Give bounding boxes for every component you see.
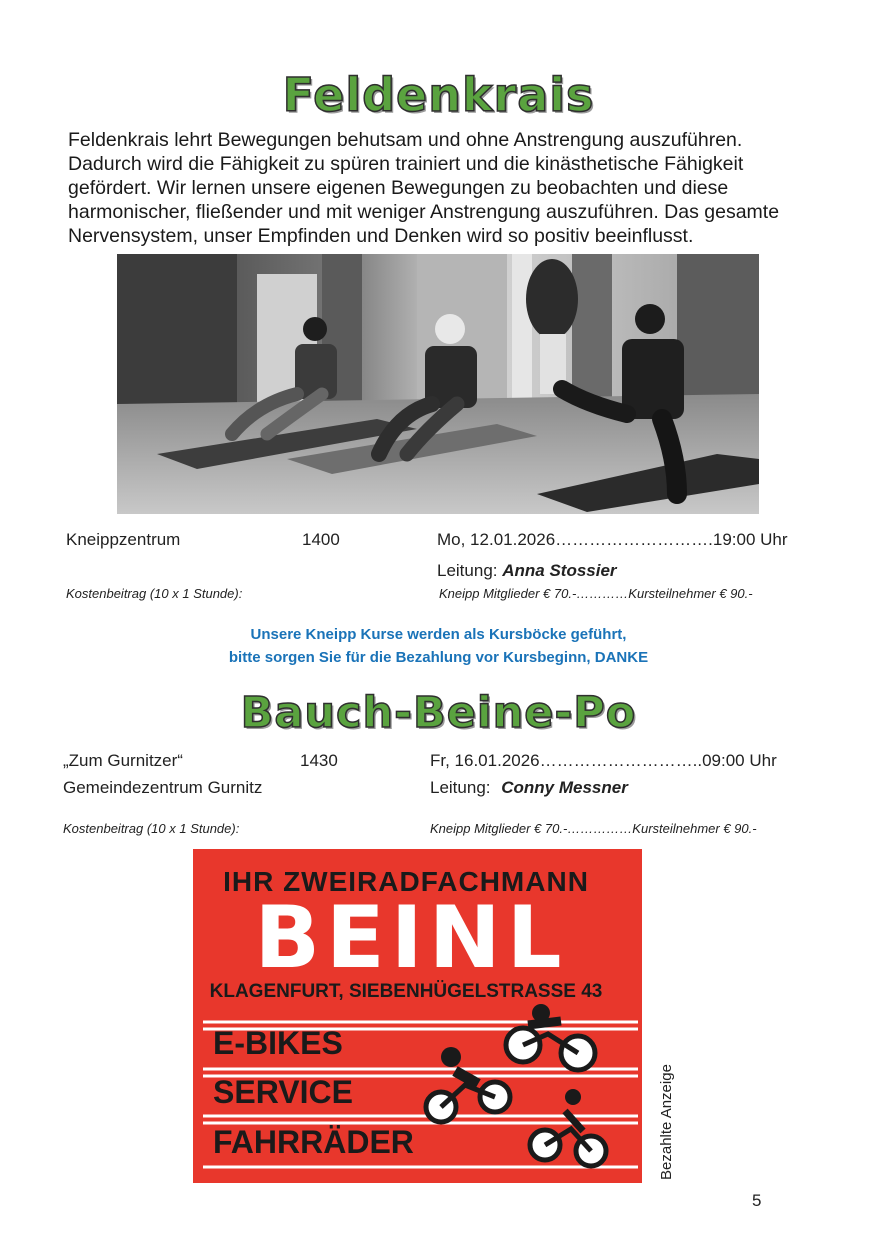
bauch-location-line2: Gemeindezentrum Gurnitz xyxy=(63,778,263,797)
advert-disclaimer: Bezahlte Anzeige xyxy=(658,1064,675,1180)
advert-service-ebikes: E-BIKES xyxy=(213,1025,343,1061)
feldenkrais-title: Feldenkrais xyxy=(282,68,595,122)
payment-notice-line2: bitte sorgen Sie für die Bezahlung vor Kursbeginn, DANKE xyxy=(228,649,649,666)
feldenkrais-schedule: Mo, 12.01.2026……………………….19:00 Uhr xyxy=(437,530,788,549)
feldenkrais-description: Feldenkrais lehrt Bewegungen behutsam und ohne Anstrengung auszuführen. Dadurch wird die Fähigkeit zu spüren trainiert und die kinästhetische Fähigkeit gefördert. Wir lernen unsere eigenen Bewegungen zu beobachten und diese harmonischer, fließender und mit weniger Anstrengung auszuführen. Das gesamte Nervensystem, unser Empfinden und Denken wird so positiv beeinflusst. xyxy=(68,129,780,247)
course-photo xyxy=(117,254,759,514)
bauch-leader-label: Leitung: xyxy=(430,778,491,797)
bauch-course-number: 1430 xyxy=(300,751,338,770)
feldenkrais-leader-name: Anna Stossier xyxy=(502,561,617,580)
feldenkrais-course-number: 1400 xyxy=(302,530,340,549)
bauch-schedule: Fr, 16.01.2026………………………..09:00 Uhr xyxy=(430,751,777,770)
advert-brand: BEINL xyxy=(254,888,568,988)
bauch-cost-detail: Kneipp Mitglieder € 70.-……………Kursteilnehmer € 90.- xyxy=(430,821,757,836)
payment-notice-line1: Unsere Kneipp Kurse werden als Kursböcke geführt, xyxy=(250,626,627,643)
bauch-title: Bauch-Beine-Po xyxy=(240,688,637,738)
advert-service-service: SERVICE xyxy=(213,1074,353,1110)
feldenkrais-location: Kneippzentrum xyxy=(66,530,181,549)
feldenkrais-leader-label: Leitung: xyxy=(437,561,498,580)
bauch-location-line1: „Zum Gurnitzer“ xyxy=(63,751,183,770)
advert-tagline: IHR ZWEIRADFACHMANN xyxy=(223,866,589,897)
bauch-cost-label: Kostenbeitrag (10 x 1 Stunde): xyxy=(63,821,240,836)
feldenkrais-leader xyxy=(437,561,617,581)
advert-service-bikes: FAHRRÄDER xyxy=(213,1124,414,1160)
feldenkrais-cost-detail: Kneipp Mitglieder € 70.-…………Kursteilnehmer € 90.- xyxy=(439,586,753,601)
page-number: 5 xyxy=(752,1191,762,1210)
bauch-leader xyxy=(430,778,628,798)
beinl-advertisement xyxy=(193,849,642,1183)
advert-address: KLAGENFURT, SIEBENHÜGELSTRASSE 43 xyxy=(209,981,603,1002)
feldenkrais-cost-label: Kostenbeitrag (10 x 1 Stunde): xyxy=(66,586,243,601)
bauch-leader-name: Conny Messner xyxy=(501,778,628,797)
